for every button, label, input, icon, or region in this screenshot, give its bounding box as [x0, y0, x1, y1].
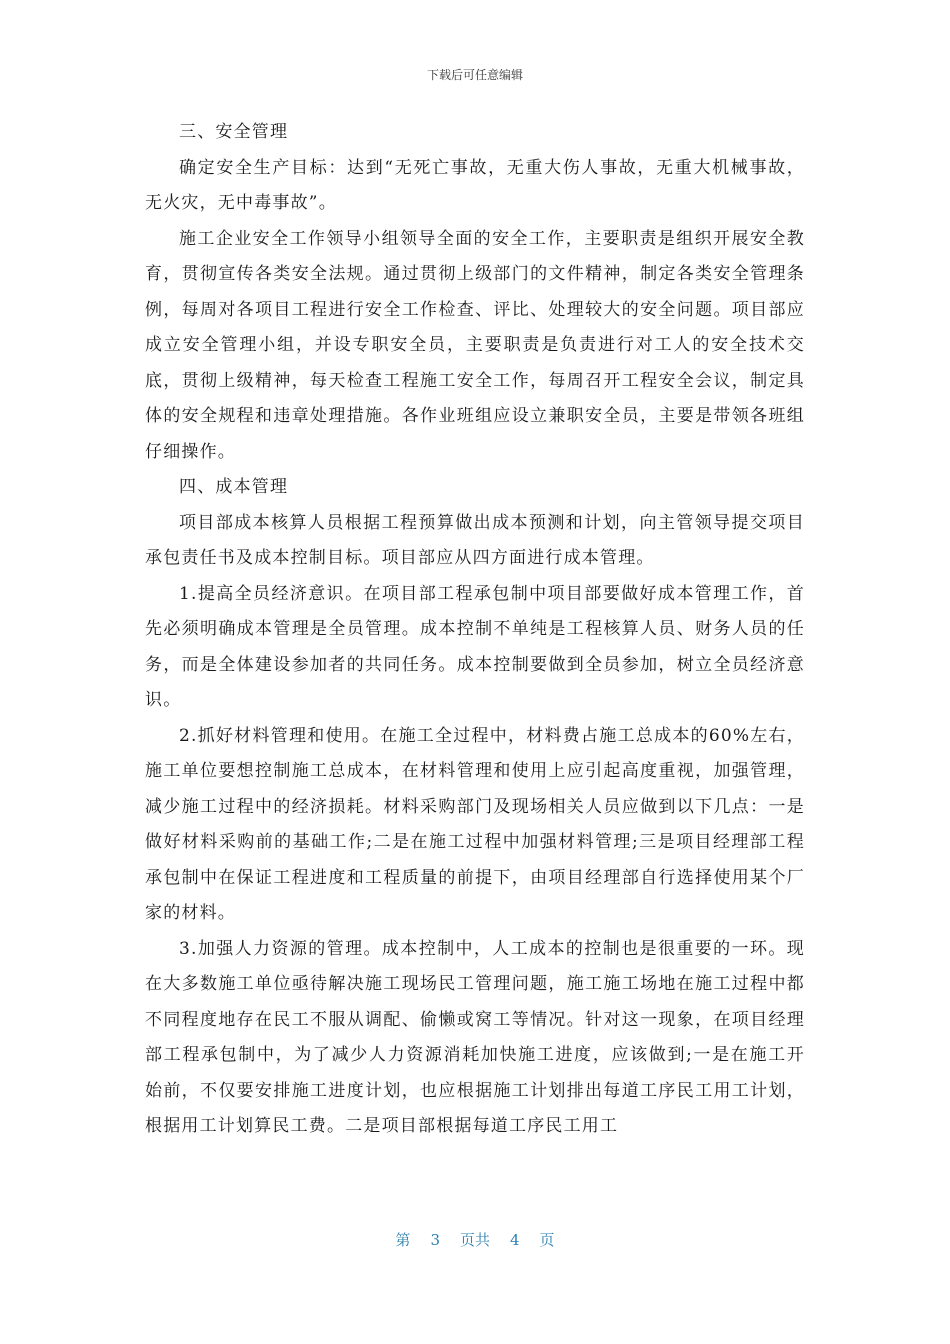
paragraph-cost-item-1: 1.提高全员经济意识。在项目部工程承包制中项目部要做好成本管理工作，首先必须明确成本管理是全员管理。成本控制不单纯是工程核算人员、财务人员的任务，而是全体建设参加者的共同任务。成本控制要做到全员参加，树立全员经济意识。 [145, 583, 805, 710]
paragraph-cost-item-3: 3.加强人力资源的管理。成本控制中，人工成本的控制也是很重要的一环。现在大多数施工单位亟待解决施工现场民工管理问题，施工施工场地在施工过程中都不同程度地存在民工不服从调配、偷懒或窝工等情况。针对这一现象，在项目经理部工程承包制中，为了减少人力资源消耗加快施工进度，应该做到;一是在施工开始前，不仅要安排施工进度计划，也应根据施工计划排出每道工序民工用工计划，根据用工计划算民工费。二是项目部根据每道工序民工用工 [145, 938, 805, 1136]
paragraph-cost-item-2: 2.抓好材料管理和使用。在施工全过程中，材料费占施工总成本的60%左右，施工单位要想控制施工总成本，在材料管理和使用上应引起高度重视，加强管理，减少施工过程中的经济损耗。材料采购部门及现场相关人员应做到以下几点：一是做好材料采购前的基础工作;二是在施工过程中加强材料管理;三是项目经理部工程承包制中在保证工程进度和工程质量的前提下，由项目经理部自行选择使用某个厂家的材料。 [145, 725, 805, 923]
footer-total-pages: 4 [510, 1231, 520, 1249]
footer-current-page: 3 [430, 1231, 440, 1249]
document-body [145, 115, 805, 1145]
page-header [0, 66, 950, 83]
section-heading-cost: 四、成本管理 [179, 477, 289, 497]
footer-middle: 页共 [459, 1231, 490, 1249]
footer-suffix: 页 [539, 1231, 555, 1249]
paragraph-safety-goal: 确定安全生产目标：达到“无死亡事故，无重大伤人事故，无重大机械事故，无火灾，无中毒事故”。 [145, 157, 805, 213]
paragraph-safety-organization: 施工企业安全工作领导小组领导全面的安全工作，主要职责是组织开展安全教育，贯彻宣传各类安全法规。通过贯彻上级部门的文件精神，制定各类安全管理条例，每周对各项目工程进行安全工作检查、评比、处理较大的安全问题。项目部应成立安全管理小组，并设专职安全员，主要职责是负责进行对工人的安全技术交底，贯彻上级精神，每天检查工程施工安全工作，每周召开工程安全会议，制定具体的安全规程和违章处理措施。各作业班组应设立兼职安全员，主要是带领各班组仔细操作。 [145, 228, 805, 462]
section-heading-safety: 三、安全管理 [179, 122, 289, 142]
paragraph-cost-intro: 项目部成本核算人员根据工程预算做出成本预测和计划，向主管领导提交项目承包责任书及成本控制目标。项目部应从四方面进行成本管理。 [145, 512, 805, 568]
header-text: 下载后可任意编辑 [426, 68, 523, 82]
page-footer [0, 1229, 950, 1250]
footer-prefix: 第 [395, 1231, 411, 1249]
